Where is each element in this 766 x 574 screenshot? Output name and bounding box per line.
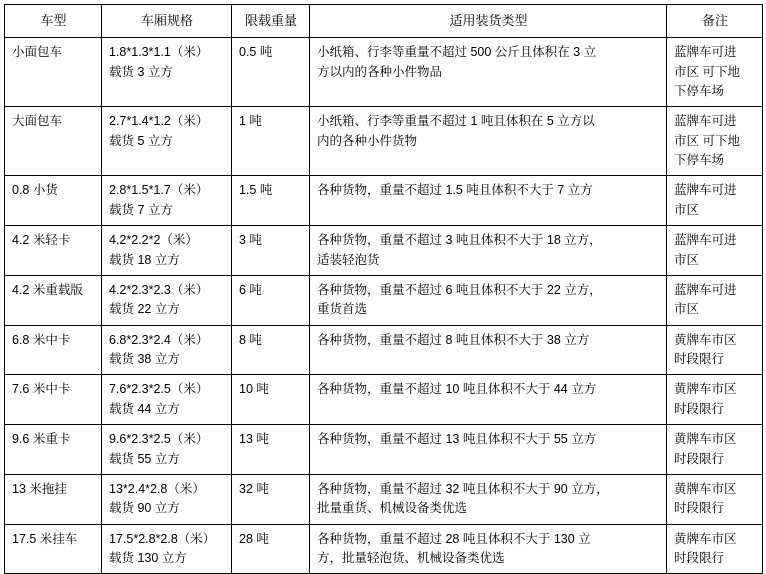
cell-cargo-spec-line: 载货 44 立方 [109, 401, 180, 416]
cell-remarks-line: 蓝牌车可进 [674, 114, 737, 129]
cell-remarks-line: 市区 可下地 [674, 64, 740, 79]
cell-cargo-types-line: 各种货物，重量不超过 28 吨且体积不大于 130 立 [317, 531, 591, 546]
cell-cargo-spec-line: 载货 38 立方 [109, 352, 180, 367]
cell-cargo-types [310, 226, 667, 276]
cell-cargo-spec-line: 17.5*2.8*2.8（米） [109, 531, 216, 546]
cell-remarks-line: 时段限行 [674, 352, 725, 367]
cell-cargo-spec-line: 2.8*1.5*1.7（米） [109, 183, 209, 198]
cell-vehicle-type: 4.2 米轻卡 [5, 226, 102, 276]
table-row [5, 38, 763, 107]
cell-load-limit: 8 吨 [232, 325, 310, 375]
cell-cargo-types-line: 各种货物，重量不超过 6 吨且体积不大于 22 立方， [317, 282, 602, 297]
table-body [5, 38, 763, 574]
table-row [5, 107, 763, 176]
cell-remarks [667, 425, 763, 475]
cell-cargo-spec [102, 325, 232, 375]
cell-cargo-spec-line: 载货 55 立方 [109, 451, 180, 466]
cell-cargo-spec-line: 9.6*2.3*2.5（米） [109, 432, 209, 447]
cell-load-limit: 32 吨 [232, 474, 310, 524]
cell-cargo-spec-line: 载货 22 立方 [109, 302, 180, 317]
table-row [5, 524, 763, 574]
cell-cargo-types [310, 524, 667, 574]
table-row [5, 275, 763, 325]
cell-cargo-types [310, 425, 667, 475]
cell-load-limit: 28 吨 [232, 524, 310, 574]
cell-cargo-types-line: 适装轻泡货 [317, 252, 380, 267]
cell-vehicle-type: 13 米拖挂 [5, 474, 102, 524]
table-row [5, 176, 763, 226]
cell-vehicle-type: 4.2 米重载版 [5, 275, 102, 325]
vehicle-spec-table [4, 4, 763, 574]
cell-cargo-spec [102, 474, 232, 524]
column-header-load-limit: 限载重量 [232, 5, 310, 38]
cell-remarks-line: 市区 [674, 202, 700, 217]
cell-cargo-spec [102, 375, 232, 425]
cell-cargo-spec-line: 载货 5 立方 [109, 133, 173, 148]
cell-cargo-types [310, 474, 667, 524]
cell-remarks-line: 时段限行 [674, 451, 725, 466]
cell-cargo-spec-line: 载货 7 立方 [109, 202, 173, 217]
table-row [5, 474, 763, 524]
cell-remarks-line: 市区 可下地 [674, 133, 740, 148]
cell-remarks-line: 蓝牌车可进 [674, 183, 737, 198]
cell-cargo-spec [102, 38, 232, 107]
cell-remarks-line: 市区 [674, 252, 700, 267]
cell-vehicle-type: 7.6 米中卡 [5, 375, 102, 425]
cell-remarks-line: 市区 [674, 302, 700, 317]
cell-cargo-types-line: 各种货物，重量不超过 13 吨且体积不大于 55 立方 [317, 432, 597, 447]
cell-cargo-types-line: 小纸箱、行李等重量不超过 500 公斤且体积在 3 立 [317, 45, 597, 60]
cell-vehicle-type: 小面包车 [5, 38, 102, 107]
cell-cargo-types-line: 各种货物，重量不超过 1.5 吨且体积不大于 7 立方 [317, 183, 593, 198]
cell-cargo-spec-line: 1.8*1.3*1.1（米） [109, 45, 209, 60]
cell-cargo-spec [102, 107, 232, 176]
table-header [5, 5, 763, 38]
cell-remarks-line: 时段限行 [674, 501, 725, 516]
cell-remarks-line: 时段限行 [674, 401, 725, 416]
cell-cargo-types-line: 小纸箱、行李等重量不超过 1 吨且体积在 5 立方以 [317, 114, 595, 129]
cell-remarks [667, 524, 763, 574]
cell-remarks [667, 107, 763, 176]
cell-cargo-types-line: 内的各种小件货物 [317, 133, 418, 148]
cell-cargo-spec-line: 载货 3 立方 [109, 64, 173, 79]
cell-cargo-spec-line: 4.2*2.2*2（米） [109, 233, 198, 248]
cell-load-limit: 0.5 吨 [232, 38, 310, 107]
cell-load-limit: 3 吨 [232, 226, 310, 276]
cell-load-limit: 10 吨 [232, 375, 310, 425]
table-row [5, 425, 763, 475]
cell-vehicle-type: 0.8 小货 [5, 176, 102, 226]
cell-cargo-spec [102, 176, 232, 226]
cell-cargo-spec [102, 226, 232, 276]
cell-cargo-spec-line: 载货 130 立方 [109, 551, 187, 566]
cell-cargo-types [310, 325, 667, 375]
cell-cargo-spec-line: 7.6*2.3*2.5（米） [109, 382, 209, 397]
cell-cargo-types-line: 各种货物，重量不超过 3 吨且体积不大于 18 立方， [317, 233, 602, 248]
cell-vehicle-type: 17.5 米挂车 [5, 524, 102, 574]
cell-cargo-types-line: 各种货物，重量不超过 32 吨且体积不大于 90 立方， [317, 481, 609, 496]
column-header-cargo-types: 适用装货类型 [310, 5, 667, 38]
cell-cargo-types-line: 批量重货、机械设备类优选 [317, 501, 468, 516]
cell-cargo-spec [102, 425, 232, 475]
cell-cargo-types [310, 38, 667, 107]
cell-vehicle-type: 9.6 米重卡 [5, 425, 102, 475]
table-row [5, 375, 763, 425]
cell-remarks-line: 蓝牌车可进 [674, 282, 737, 297]
cell-cargo-spec [102, 275, 232, 325]
cell-remarks-line: 下停车场 [674, 153, 725, 168]
cell-cargo-types-line: 重货首选 [317, 302, 368, 317]
cell-remarks [667, 38, 763, 107]
cell-remarks [667, 325, 763, 375]
cell-remarks-line: 时段限行 [674, 551, 725, 566]
cell-cargo-types [310, 107, 667, 176]
cell-cargo-spec-line: 4.2*2.3*2.3（米） [109, 282, 209, 297]
cell-cargo-spec [102, 524, 232, 574]
cell-load-limit: 1 吨 [232, 107, 310, 176]
cell-vehicle-type: 大面包车 [5, 107, 102, 176]
cell-cargo-spec-line: 载货 18 立方 [109, 252, 180, 267]
cell-remarks-line: 黄牌车市区 [674, 332, 737, 347]
table-row [5, 325, 763, 375]
cell-cargo-types [310, 375, 667, 425]
column-header-remarks: 备注 [667, 5, 763, 38]
cell-remarks-line: 蓝牌车可进 [674, 233, 737, 248]
table-row [5, 226, 763, 276]
cell-cargo-spec-line: 2.7*1.4*1.2（米） [109, 114, 209, 129]
cell-remarks-line: 蓝牌车可进 [674, 45, 737, 60]
cell-remarks-line: 黄牌车市区 [674, 382, 737, 397]
cell-load-limit: 13 吨 [232, 425, 310, 475]
column-header-vehicle-type: 车型 [5, 5, 102, 38]
cell-vehicle-type: 6.8 米中卡 [5, 325, 102, 375]
cell-cargo-types [310, 176, 667, 226]
cell-remarks [667, 375, 763, 425]
cell-cargo-spec-line: 13*2.4*2.8（米） [109, 481, 205, 496]
cell-cargo-types-line: 方，批量轻泡货、机械设备类优选 [317, 551, 505, 566]
cell-remarks-line: 黄牌车市区 [674, 432, 737, 447]
cell-remarks-line: 黄牌车市区 [674, 481, 737, 496]
cell-load-limit: 1.5 吨 [232, 176, 310, 226]
table-header-row [5, 5, 763, 38]
cell-remarks [667, 275, 763, 325]
cell-cargo-spec-line: 载货 90 立方 [109, 501, 180, 516]
cell-cargo-types-line: 各种货物，重量不超过 10 吨且体积不大于 44 立方 [317, 382, 597, 397]
cell-remarks [667, 226, 763, 276]
cell-cargo-types [310, 275, 667, 325]
cell-remarks [667, 474, 763, 524]
cell-cargo-types-line: 方以内的各种小件物品 [317, 64, 443, 79]
column-header-cargo-spec: 车厢规格 [102, 5, 232, 38]
cell-remarks [667, 176, 763, 226]
cell-remarks-line: 下停车场 [674, 83, 725, 98]
cell-load-limit: 6 吨 [232, 275, 310, 325]
cell-remarks-line: 黄牌车市区 [674, 531, 737, 546]
cell-cargo-spec-line: 6.8*2.3*2.4（米） [109, 332, 209, 347]
cell-cargo-types-line: 各种货物，重量不超过 8 吨且体积不大于 38 立方 [317, 332, 590, 347]
